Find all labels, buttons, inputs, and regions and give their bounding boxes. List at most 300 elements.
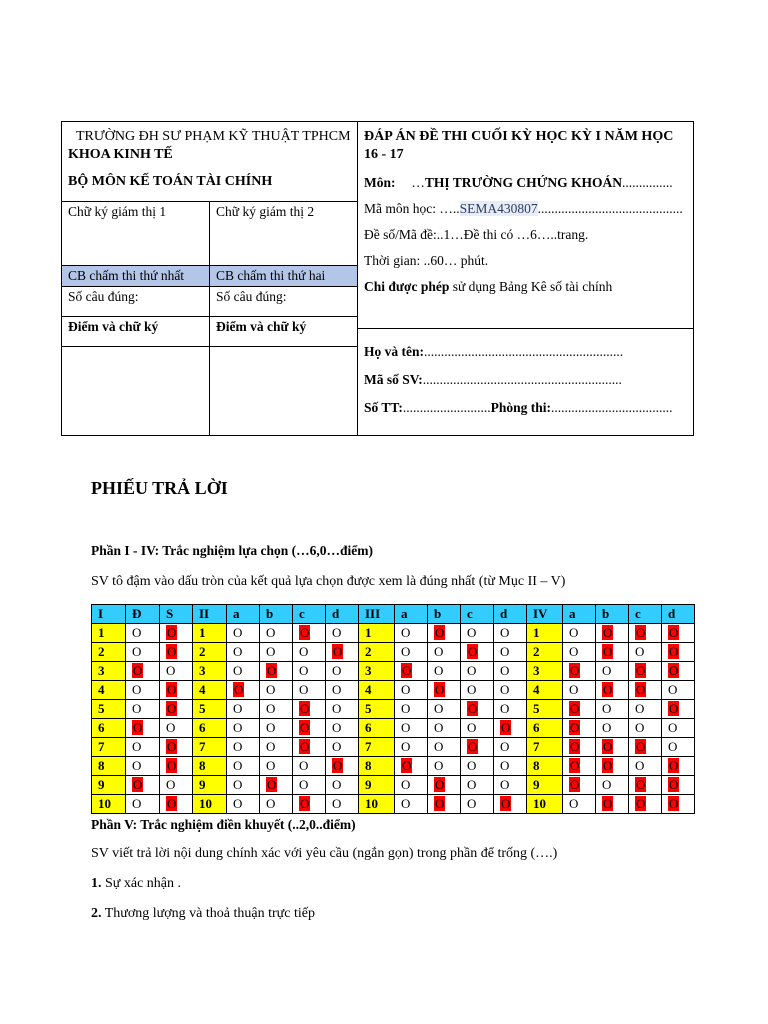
answer-bubble[interactable]: [126, 738, 160, 757]
answer-bubble-filled[interactable]: [293, 795, 326, 814]
answer-bubble-filled[interactable]: [160, 624, 193, 643]
question-number: 6: [359, 719, 395, 738]
answer-bubble-filled[interactable]: [160, 795, 193, 814]
answer-bubble-filled[interactable]: [160, 700, 193, 719]
selected-circle: O: [570, 777, 580, 792]
selected-circle: O: [435, 625, 445, 640]
answer-bubble[interactable]: [260, 643, 293, 662]
empty-circle: O: [401, 777, 411, 792]
question-number: 5: [527, 700, 563, 719]
question-number: 6: [527, 719, 563, 738]
answer-bubble[interactable]: [494, 738, 527, 757]
selected-circle: O: [669, 777, 679, 792]
answer-row: [92, 700, 695, 719]
answer-bubble-filled[interactable]: [494, 795, 527, 814]
answer-sheet-title: PHIẾU TRẢ LỜI: [91, 478, 228, 498]
selected-circle: O: [333, 644, 343, 659]
exam-room-label: Phòng thi:: [490, 400, 552, 415]
correct-count-2: Số câu đúng:: [210, 287, 358, 317]
answer-bubble[interactable]: [260, 757, 293, 776]
answer-bubble[interactable]: [494, 681, 527, 700]
answer-bubble-filled[interactable]: [596, 738, 629, 757]
answer-bubble[interactable]: [563, 643, 596, 662]
question-number: 10: [527, 795, 563, 814]
student-name-field[interactable]: [364, 343, 687, 361]
selected-circle: O: [468, 739, 478, 754]
answer-bubble-filled[interactable]: [428, 795, 461, 814]
selected-circle: O: [669, 796, 679, 811]
answer-bubble-filled[interactable]: [563, 757, 596, 776]
answer-bubble[interactable]: [428, 738, 461, 757]
answer-bubble[interactable]: [563, 681, 596, 700]
answer-bubble-filled[interactable]: [160, 643, 193, 662]
answer-bubble[interactable]: [227, 643, 260, 662]
empty-circle: O: [434, 739, 444, 754]
answer-bubble-filled[interactable]: [293, 624, 326, 643]
answer-bubble-filled[interactable]: [662, 643, 695, 662]
answer-bubble-filled[interactable]: [428, 776, 461, 795]
empty-circle: O: [266, 739, 276, 754]
answer-bubble[interactable]: [461, 757, 494, 776]
answer-bubble-filled[interactable]: [126, 662, 160, 681]
empty-circle: O: [602, 720, 612, 735]
answer-bubble-filled[interactable]: [461, 643, 494, 662]
answer-bubble[interactable]: [227, 757, 260, 776]
answer-bubble[interactable]: [227, 795, 260, 814]
answer-bubble[interactable]: [461, 795, 494, 814]
answer-bubble[interactable]: [326, 719, 359, 738]
empty-circle: O: [668, 720, 678, 735]
signature-table: [62, 201, 357, 435]
answer-bubble-filled[interactable]: [629, 624, 662, 643]
answer-bubble[interactable]: [395, 700, 428, 719]
answer-bubble-filled[interactable]: [293, 700, 326, 719]
grid-header-cell: II: [193, 605, 227, 624]
answer-bubble-filled[interactable]: [126, 776, 160, 795]
selected-circle: O: [167, 796, 177, 811]
empty-circle: O: [401, 625, 411, 640]
answer-bubble[interactable]: [227, 662, 260, 681]
grid-header-cell: a: [227, 605, 260, 624]
question-number: 5: [193, 700, 227, 719]
answer-bubble[interactable]: [227, 719, 260, 738]
answer-bubble-filled[interactable]: [629, 662, 662, 681]
answer-bubble[interactable]: [395, 719, 428, 738]
answer-bubble[interactable]: [326, 738, 359, 757]
fill-answer-2-text: Thương lượng và thoả thuận trực tiếp: [101, 906, 315, 921]
empty-circle: O: [434, 701, 444, 716]
empty-circle: O: [266, 644, 276, 659]
selected-circle: O: [603, 625, 613, 640]
question-number: 4: [193, 681, 227, 700]
answer-bubble[interactable]: [461, 776, 494, 795]
selected-circle: O: [435, 682, 445, 697]
selected-circle: O: [636, 625, 646, 640]
exam-number-line: Đề số/Mã đề:..1…Đề thi có …6…..trang.: [364, 227, 589, 242]
selected-circle: O: [133, 777, 143, 792]
school-name: TRƯỜNG ĐH SƯ PHẠM KỸ THUẬT TPHCM: [76, 129, 351, 144]
answer-bubble-filled[interactable]: [293, 719, 326, 738]
answer-bubble-filled[interactable]: [326, 643, 359, 662]
answer-bubble-filled[interactable]: [629, 738, 662, 757]
answer-bubble[interactable]: [662, 719, 695, 738]
selected-circle: O: [603, 796, 613, 811]
answer-bubble-filled[interactable]: [160, 757, 193, 776]
empty-circle: O: [332, 739, 342, 754]
empty-circle: O: [299, 644, 309, 659]
part1-heading: Phần I - IV: Trắc nghiệm lựa chọn (…6,0…điểm): [91, 543, 373, 558]
answer-bubble-filled[interactable]: [160, 681, 193, 700]
answer-bubble[interactable]: [326, 681, 359, 700]
answer-bubble[interactable]: [326, 795, 359, 814]
empty-circle: O: [132, 701, 142, 716]
answer-bubble[interactable]: [629, 719, 662, 738]
selected-circle: O: [133, 663, 143, 678]
answer-bubble-filled[interactable]: [126, 719, 160, 738]
answer-bubble-filled[interactable]: [629, 795, 662, 814]
question-number: 6: [193, 719, 227, 738]
answer-bubble[interactable]: [494, 643, 527, 662]
subject-value: THỊ TRƯỜNG CHỨNG KHOÁN: [424, 175, 623, 190]
answer-row: [92, 681, 695, 700]
answer-bubble-filled[interactable]: [326, 757, 359, 776]
answer-bubble-filled[interactable]: [629, 681, 662, 700]
empty-circle: O: [233, 644, 243, 659]
answer-bubble[interactable]: [395, 738, 428, 757]
grid-header-cell: Đ: [126, 605, 160, 624]
answer-bubble[interactable]: [629, 700, 662, 719]
answer-bubble-filled[interactable]: [629, 776, 662, 795]
question-number: 10: [359, 795, 395, 814]
empty-circle: O: [434, 758, 444, 773]
question-number: 1: [193, 624, 227, 643]
empty-circle: O: [233, 777, 243, 792]
answer-bubble[interactable]: [428, 643, 461, 662]
answer-bubble[interactable]: [260, 795, 293, 814]
answer-bubble-filled[interactable]: [260, 662, 293, 681]
course-code-label: Mã môn học: …..: [364, 201, 460, 216]
exam-header: [61, 121, 694, 436]
selected-circle: O: [234, 682, 244, 697]
grid-header-cell: IV: [527, 605, 563, 624]
course-code-line: [364, 200, 687, 218]
answer-bubble[interactable]: [428, 700, 461, 719]
question-number: 2: [527, 643, 563, 662]
selected-circle: O: [570, 720, 580, 735]
selected-circle: O: [435, 796, 445, 811]
answer-bubble-filled[interactable]: [662, 795, 695, 814]
grid-header-cell: I: [92, 605, 126, 624]
student-id-field[interactable]: [364, 371, 687, 389]
answer-bubble[interactable]: [461, 624, 494, 643]
empty-circle: O: [132, 739, 142, 754]
answer-bubble[interactable]: [395, 795, 428, 814]
answer-bubble-filled[interactable]: [563, 719, 596, 738]
question-number: 3: [359, 662, 395, 681]
answer-bubble-filled[interactable]: [395, 662, 428, 681]
answer-bubble-filled[interactable]: [662, 662, 695, 681]
answer-bubble-filled[interactable]: [596, 757, 629, 776]
empty-circle: O: [332, 796, 342, 811]
seat-number-dots: ..........................: [402, 400, 491, 415]
empty-circle: O: [266, 682, 276, 697]
answer-bubble[interactable]: [563, 795, 596, 814]
empty-circle: O: [434, 720, 444, 735]
answer-bubble[interactable]: [293, 662, 326, 681]
question-number: 2: [359, 643, 395, 662]
answer-bubble-filled[interactable]: [494, 719, 527, 738]
empty-circle: O: [635, 758, 645, 773]
empty-circle: O: [500, 701, 510, 716]
answer-bubble[interactable]: [126, 681, 160, 700]
answer-bubble[interactable]: [326, 700, 359, 719]
student-name-dots: ...........................................................: [424, 344, 624, 359]
answer-bubble-filled[interactable]: [160, 738, 193, 757]
answer-bubble[interactable]: [428, 719, 461, 738]
empty-circle: O: [500, 644, 510, 659]
answer-bubble-filled[interactable]: [461, 700, 494, 719]
empty-circle: O: [569, 644, 579, 659]
empty-circle: O: [266, 701, 276, 716]
empty-circle: O: [166, 720, 176, 735]
answer-bubble-filled[interactable]: [428, 681, 461, 700]
selected-circle: O: [267, 777, 277, 792]
empty-circle: O: [467, 682, 477, 697]
header-right-panel: [358, 122, 694, 436]
subject-label: Môn:: [364, 175, 396, 190]
answer-bubble-filled[interactable]: [662, 776, 695, 795]
answer-bubble-filled[interactable]: [596, 795, 629, 814]
empty-circle: O: [467, 663, 477, 678]
score-signature-2: Điểm và chữ ký: [210, 317, 358, 347]
score-box-1: [62, 347, 210, 435]
question-number: 7: [193, 738, 227, 757]
answer-bubble[interactable]: [494, 700, 527, 719]
answer-grid-header: [92, 605, 695, 624]
answer-bubble[interactable]: [160, 719, 193, 738]
answer-bubble[interactable]: [293, 643, 326, 662]
selected-circle: O: [669, 758, 679, 773]
answer-bubble[interactable]: [260, 624, 293, 643]
selected-circle: O: [402, 758, 412, 773]
grid-header-cell: a: [395, 605, 428, 624]
empty-circle: O: [668, 682, 678, 697]
answer-bubble-filled[interactable]: [428, 624, 461, 643]
selected-circle: O: [468, 701, 478, 716]
answer-bubble-filled[interactable]: [662, 624, 695, 643]
empty-circle: O: [434, 663, 444, 678]
answer-bubble[interactable]: [395, 643, 428, 662]
answer-bubble[interactable]: [160, 776, 193, 795]
answer-bubble[interactable]: [395, 681, 428, 700]
answer-bubble[interactable]: [326, 662, 359, 681]
answer-bubble[interactable]: [126, 757, 160, 776]
selected-circle: O: [468, 644, 478, 659]
question-number: 2: [193, 643, 227, 662]
answer-bubble[interactable]: [596, 662, 629, 681]
answer-bubble-filled[interactable]: [563, 700, 596, 719]
grid-header-cell: b: [596, 605, 629, 624]
empty-circle: O: [467, 625, 477, 640]
empty-circle: O: [299, 758, 309, 773]
answer-bubble-filled[interactable]: [395, 757, 428, 776]
answer-row: [92, 719, 695, 738]
selected-circle: O: [501, 796, 511, 811]
empty-circle: O: [467, 720, 477, 735]
selected-circle: O: [603, 739, 613, 754]
selected-circle: O: [133, 720, 143, 735]
selected-circle: O: [167, 758, 177, 773]
department-name: BỘ MÔN KẾ TOÁN TÀI CHÍNH: [68, 174, 273, 189]
allowed-text: sử dụng Bảng Kê số tài chính: [449, 279, 613, 294]
question-number: 10: [92, 795, 126, 814]
part1-instruction: SV tô đậm vào dấu tròn của kết quả lựa chọn được xem là đúng nhất (từ Mục II – V): [91, 574, 566, 589]
selected-circle: O: [167, 701, 177, 716]
empty-circle: O: [401, 796, 411, 811]
answer-grid: [91, 604, 695, 814]
answer-bubble[interactable]: [494, 662, 527, 681]
question-number: 9: [359, 776, 395, 795]
answer-bubble-filled[interactable]: [260, 776, 293, 795]
answer-bubble[interactable]: [227, 776, 260, 795]
empty-circle: O: [569, 682, 579, 697]
question-number: 9: [193, 776, 227, 795]
question-number: 5: [92, 700, 126, 719]
seat-room-field[interactable]: [364, 399, 687, 417]
question-number: 6: [92, 719, 126, 738]
empty-circle: O: [602, 663, 612, 678]
answer-bubble[interactable]: [126, 643, 160, 662]
empty-circle: O: [602, 777, 612, 792]
answer-bubble[interactable]: [596, 700, 629, 719]
answer-bubble[interactable]: [428, 757, 461, 776]
empty-circle: O: [266, 796, 276, 811]
selected-circle: O: [402, 663, 412, 678]
answer-bubble[interactable]: [126, 795, 160, 814]
empty-circle: O: [132, 682, 142, 697]
answer-bubble[interactable]: [160, 662, 193, 681]
answer-bubble-filled[interactable]: [227, 681, 260, 700]
answer-bubble[interactable]: [395, 776, 428, 795]
answer-bubble-filled[interactable]: [596, 643, 629, 662]
selected-circle: O: [435, 777, 445, 792]
answer-bubble-filled[interactable]: [293, 738, 326, 757]
empty-circle: O: [434, 644, 444, 659]
answer-bubble[interactable]: [260, 719, 293, 738]
empty-circle: O: [266, 625, 276, 640]
empty-circle: O: [635, 701, 645, 716]
subject-dots: ...............: [622, 175, 673, 190]
grader-1-label: CB chấm thi thứ nhất: [62, 266, 210, 287]
answer-bubble[interactable]: [260, 738, 293, 757]
answer-bubble[interactable]: [563, 624, 596, 643]
answer-bubble[interactable]: [596, 776, 629, 795]
course-code-value: SEMA430807: [459, 201, 538, 216]
answer-bubble[interactable]: [461, 681, 494, 700]
selected-circle: O: [167, 644, 177, 659]
answer-bubble-filled[interactable]: [596, 624, 629, 643]
question-number: 2: [92, 643, 126, 662]
answer-bubble[interactable]: [494, 776, 527, 795]
answer-bubble[interactable]: [293, 681, 326, 700]
answer-bubble[interactable]: [629, 643, 662, 662]
answer-bubble-filled[interactable]: [563, 662, 596, 681]
empty-circle: O: [401, 720, 411, 735]
answer-bubble[interactable]: [227, 738, 260, 757]
answer-bubble[interactable]: [494, 624, 527, 643]
answer-bubble-filled[interactable]: [563, 776, 596, 795]
answer-bubble-filled[interactable]: [662, 757, 695, 776]
grid-header-cell: b: [428, 605, 461, 624]
empty-circle: O: [233, 720, 243, 735]
fill-answer-1-text: Sự xác nhận .: [101, 876, 182, 891]
question-number: 9: [527, 776, 563, 795]
selected-circle: O: [167, 625, 177, 640]
answer-bubble[interactable]: [662, 681, 695, 700]
answer-bubble[interactable]: [662, 738, 695, 757]
answer-bubble[interactable]: [629, 757, 662, 776]
selected-circle: O: [333, 758, 343, 773]
answer-bubble[interactable]: [428, 662, 461, 681]
student-id-dots: ...........................................................: [422, 372, 622, 387]
fill-answer-2-number: 2.: [91, 906, 102, 921]
selected-circle: O: [603, 682, 613, 697]
answer-bubble[interactable]: [461, 662, 494, 681]
course-code-dots: ...........................................: [537, 201, 683, 216]
selected-circle: O: [501, 720, 511, 735]
seat-number-label: Số TT:: [364, 400, 403, 415]
answer-bubble[interactable]: [326, 624, 359, 643]
answer-bubble-filled[interactable]: [596, 681, 629, 700]
question-number: 5: [359, 700, 395, 719]
question-number: 7: [359, 738, 395, 757]
empty-circle: O: [166, 663, 176, 678]
answer-bubble-filled[interactable]: [563, 738, 596, 757]
grid-header-cell: a: [563, 605, 596, 624]
answer-bubble[interactable]: [260, 700, 293, 719]
empty-circle: O: [266, 720, 276, 735]
answer-bubble[interactable]: [260, 681, 293, 700]
answer-bubble[interactable]: [596, 719, 629, 738]
selected-circle: O: [636, 739, 646, 754]
answer-bubble[interactable]: [293, 757, 326, 776]
empty-circle: O: [299, 682, 309, 697]
fill-answer-1: [91, 876, 181, 892]
answer-bubble[interactable]: [126, 700, 160, 719]
answer-bubble[interactable]: [126, 624, 160, 643]
allowed-materials-line: [364, 278, 687, 296]
answer-bubble[interactable]: [293, 776, 326, 795]
answer-bubble[interactable]: [227, 624, 260, 643]
answer-bubble[interactable]: [494, 757, 527, 776]
empty-circle: O: [635, 720, 645, 735]
empty-circle: O: [299, 663, 309, 678]
empty-circle: O: [132, 796, 142, 811]
selected-circle: O: [300, 701, 310, 716]
answer-bubble[interactable]: [227, 700, 260, 719]
header-left-panel: [62, 122, 358, 436]
grid-header-cell: d: [662, 605, 695, 624]
answer-bubble[interactable]: [326, 776, 359, 795]
answer-bubble-filled[interactable]: [461, 738, 494, 757]
question-number: 4: [359, 681, 395, 700]
empty-circle: O: [266, 758, 276, 773]
selected-circle: O: [167, 739, 177, 754]
answer-bubble-filled[interactable]: [662, 700, 695, 719]
answer-bubble[interactable]: [395, 624, 428, 643]
answer-bubble[interactable]: [461, 719, 494, 738]
empty-circle: O: [233, 625, 243, 640]
